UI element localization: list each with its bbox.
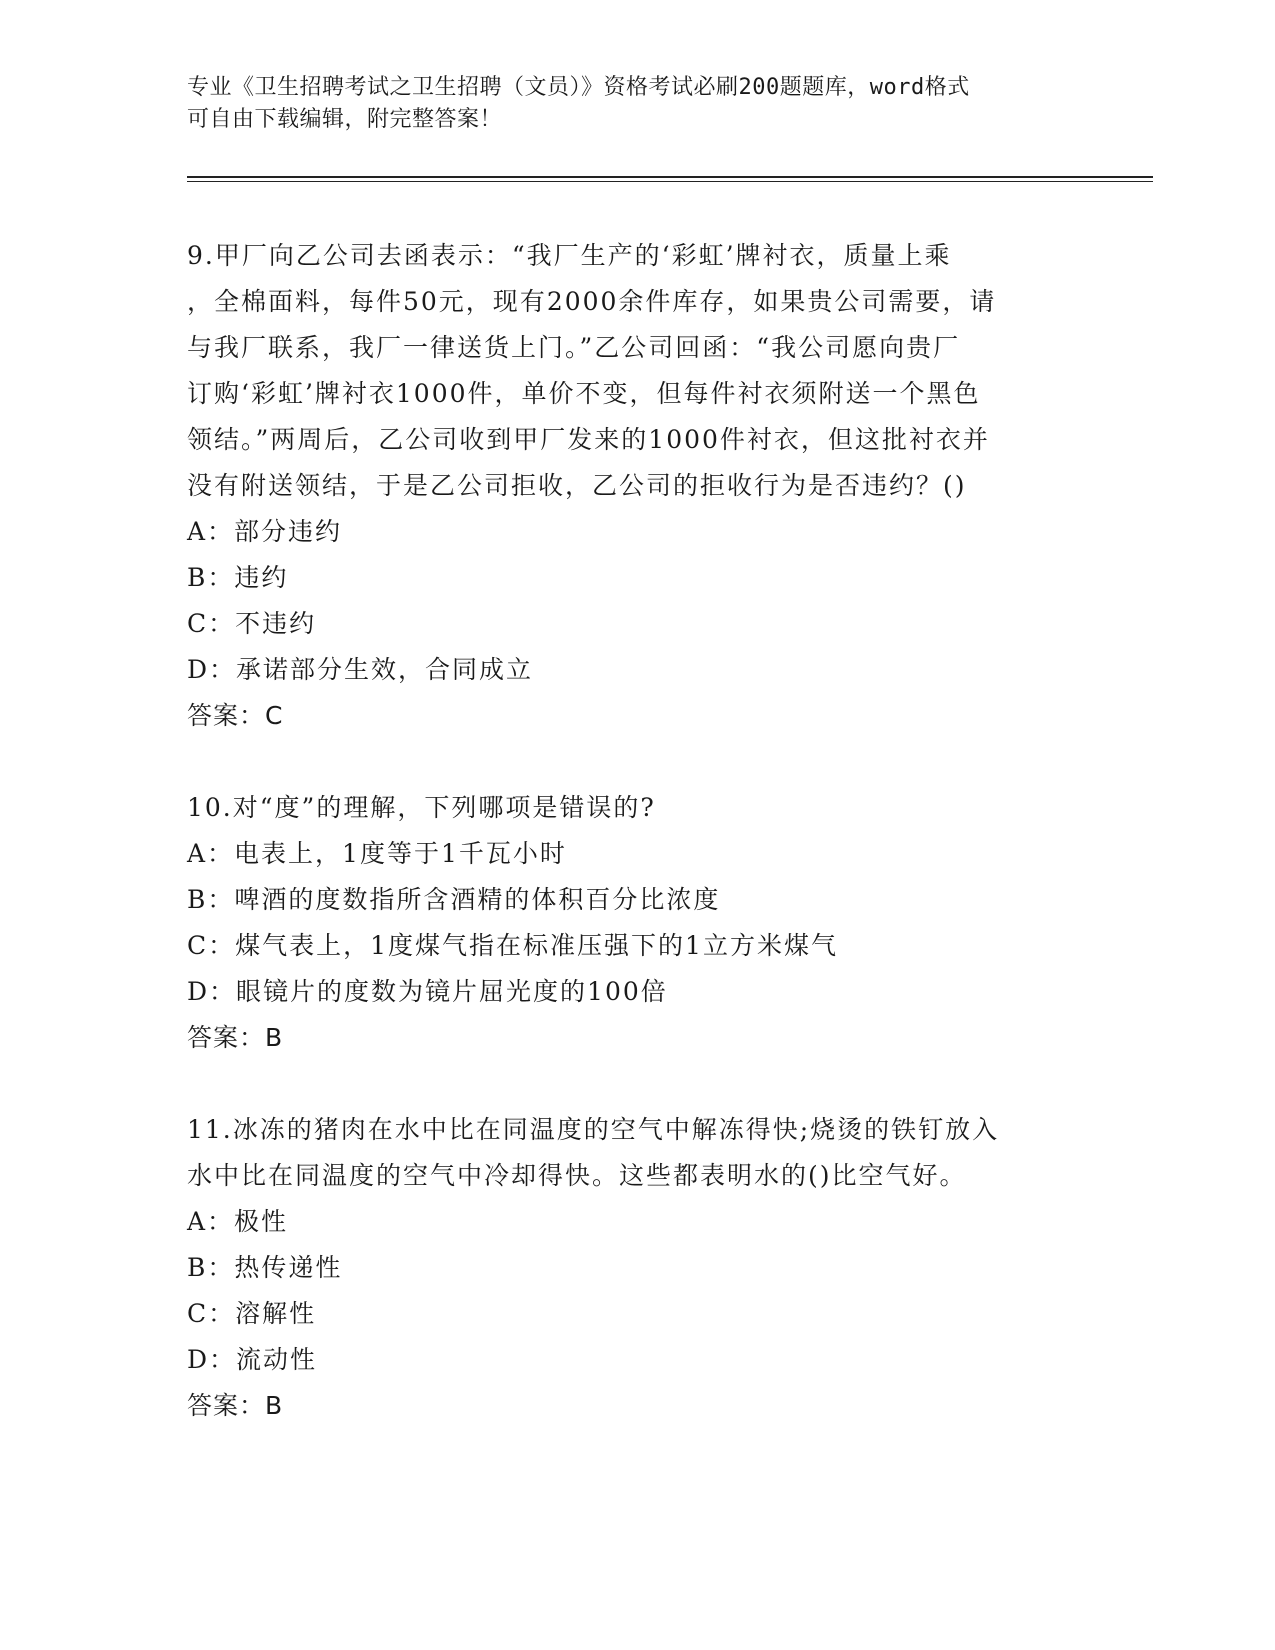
question-9-answer: 答案：C xyxy=(187,701,284,730)
question-9 xyxy=(187,233,1087,739)
question-10-stem: 10.对“度”的理解，下列哪项是错误的? xyxy=(187,793,656,822)
question-11-answer: 答案：B xyxy=(187,1391,284,1420)
question-10 xyxy=(187,785,1087,1061)
question-11 xyxy=(187,1107,1087,1429)
question-spacer xyxy=(187,739,1087,785)
document-header xyxy=(187,72,1067,136)
header-divider-thick xyxy=(187,176,1153,178)
question-11-line-1: 11.冰冻的猪肉在水中比在同温度的空气中解冻得快;烧烫的铁钉放入 xyxy=(187,1115,1000,1144)
question-11-option-d: D：流动性 xyxy=(187,1345,318,1374)
question-10-option-c: C：煤气表上，1度煤气指在标准压强下的1立方米煤气 xyxy=(187,931,838,960)
header-divider-thin xyxy=(187,181,1153,182)
question-10-option-b: B：啤酒的度数指所含酒精的体积百分比浓度 xyxy=(187,885,721,914)
question-11-option-b: B：热传递性 xyxy=(187,1253,343,1282)
question-10-answer: 答案：B xyxy=(187,1023,284,1052)
question-9-stem xyxy=(187,233,1087,509)
question-11-line-2: 水中比在同温度的空气中冷却得快。这些都表明水的()比空气好。 xyxy=(187,1161,967,1190)
question-11-stem xyxy=(187,1107,1087,1199)
question-10-option-a: A：电表上，1度等于1千瓦小时 xyxy=(187,839,567,868)
question-9-option-c: C：不违约 xyxy=(187,609,317,638)
question-9-option-d: D：承诺部分生效，合同成立 xyxy=(187,655,534,684)
question-9-option-a: A：部分违约 xyxy=(187,517,343,546)
header-line-1: 专业《卫生招聘考试之卫生招聘（文员）》资格考试必刷200题题库，word格式 xyxy=(187,75,970,100)
question-11-option-c: C：溶解性 xyxy=(187,1299,317,1328)
question-10-option-d: D：眼镜片的度数为镜片屈光度的100倍 xyxy=(187,977,668,1006)
question-9-line-6: 没有附送领结，于是乙公司拒收，乙公司的拒收行为是否违约？() xyxy=(187,471,967,500)
question-list xyxy=(187,233,1087,1429)
question-9-line-4: 订购‘彩虹’牌衬衣1000件，单价不变，但每件衬衣须附送一个黑色 xyxy=(187,379,981,408)
question-9-line-5: 领结。”两周后，乙公司收到甲厂发来的1000件衬衣，但这批衬衣并 xyxy=(187,425,990,454)
question-spacer xyxy=(187,1061,1087,1107)
question-9-option-b: B：违约 xyxy=(187,563,289,592)
question-11-option-a: A：极性 xyxy=(187,1207,289,1236)
question-9-line-1: 9.甲厂向乙公司去函表示：“我厂生产的‘彩虹’牌衬衣，质量上乘 xyxy=(187,241,952,270)
header-line-2: 可自由下载编辑，附完整答案！ xyxy=(187,107,503,132)
question-9-line-2: ，全棉面料，每件50元，现有2000余件库存，如果贵公司需要，请 xyxy=(187,287,997,316)
question-9-line-3: 与我厂联系，我厂一律送货上门。”乙公司回函：“我公司愿向贵厂 xyxy=(187,333,961,362)
